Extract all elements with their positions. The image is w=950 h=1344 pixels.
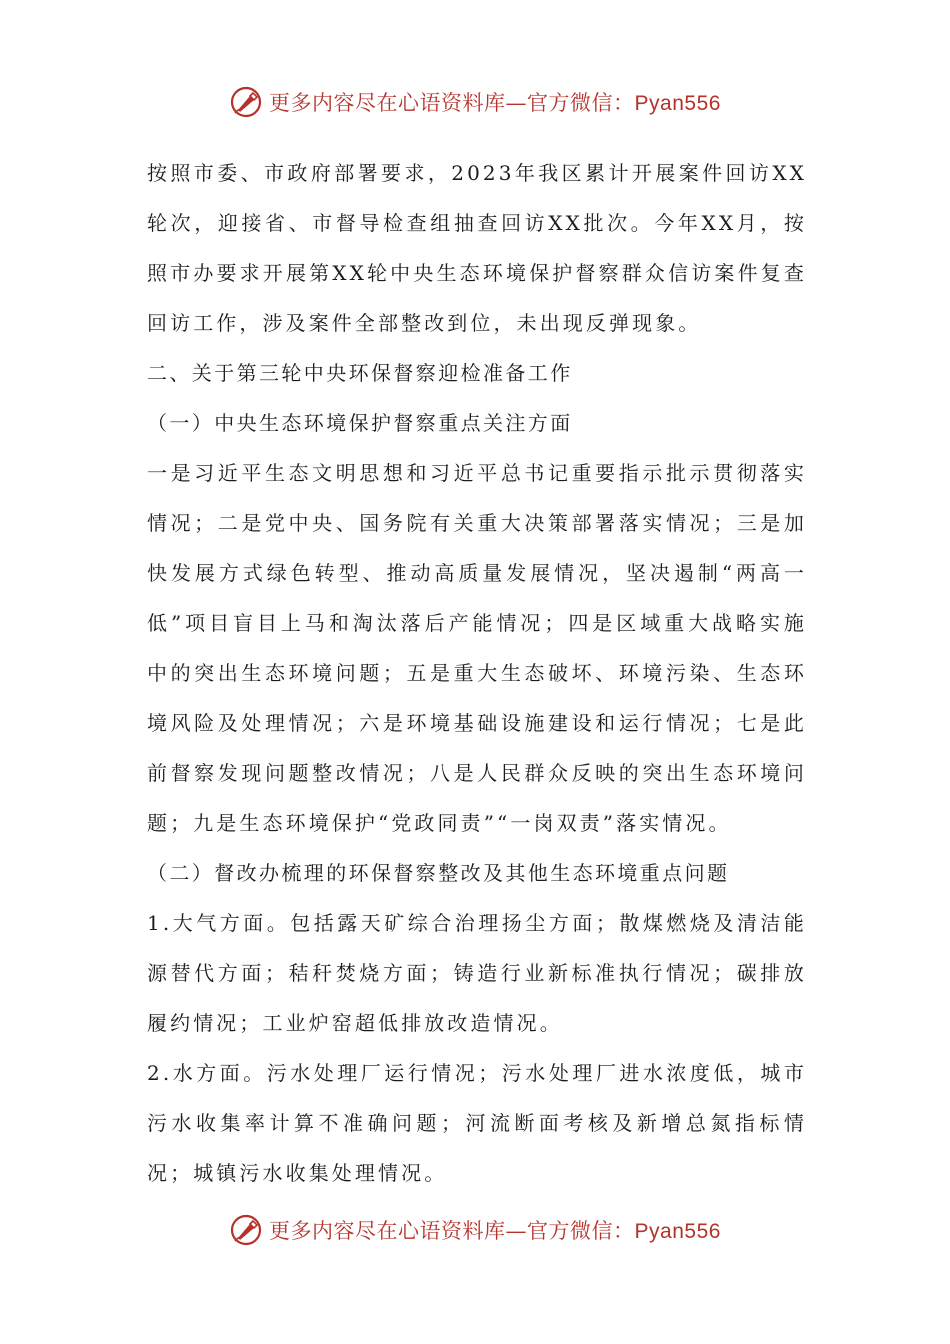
section-heading-inspection-prep: 二、关于第三轮中央环保督察迎检准备工作 xyxy=(147,361,573,385)
paragraph-water-issues: 2.水方面。污水处理厂运行情况；污水处理厂进水浓度低，城市污水收集率计算不准确问题；河流断面考核及新增总氮指标情况；城镇污水收集处理情况。 xyxy=(147,1061,807,1185)
header-watermark-banner xyxy=(0,80,950,124)
banner-main-text: 更多内容尽在心语资料库 xyxy=(269,91,506,115)
footer-banner-text xyxy=(269,1215,721,1245)
banner-wechat-id: Pyan556 xyxy=(634,92,721,115)
header-banner-inner xyxy=(229,85,721,119)
paragraph-air-issues: 1.大气方面。包括露天矿综合治理扬尘方面；散煤燃烧及清洁能源替代方面；秸秆焚烧方面；铸造行业新标准执行情况；碳排放履约情况；工业炉窑超低排放改造情况。 xyxy=(147,911,807,1035)
header-banner-text xyxy=(269,87,721,117)
subsection-heading-key-focus: （一）中央生态环境保护督察重点关注方面 xyxy=(147,411,573,435)
banner-wechat-id: Pyan556 xyxy=(634,1220,721,1243)
paragraph-key-focus-list: 一是习近平生态文明思想和习近平总书记重要指示批示贯彻落实情况；二是党中央、国务院有关重大决策部署落实情况；三是加快发展方式绿色转型、推动高质量发展情况，坚决遏制“两高一低”项目盲目上马和淘汰落后产能情况；四是区域重大战略实施中的突出生态环境问题；五是重大生态破坏、环境污染、生态环境风险及处理情况；六是环境基础设施建设和运行情况；七是此前督察发现问题整改情况；八是人民群众反映的突出生态环境问题；九是生态环境保护“党政同责”“一岗双责”落实情况。 xyxy=(147,461,807,835)
pen-nib-logo-icon xyxy=(229,1213,263,1247)
footer-banner-inner xyxy=(229,1213,721,1247)
banner-separator: — xyxy=(505,91,528,115)
banner-wechat-label: 官方微信： xyxy=(527,91,635,115)
subsection-heading-key-issues: （二）督改办梳理的环保督察整改及其他生态环境重点问题 xyxy=(147,861,730,885)
banner-main-text: 更多内容尽在心语资料库 xyxy=(269,1219,506,1243)
footer-watermark-banner xyxy=(0,1208,950,1252)
banner-wechat-label: 官方微信： xyxy=(527,1219,635,1243)
banner-separator: — xyxy=(505,1219,528,1243)
document-body xyxy=(147,148,807,1198)
paragraph-case-revisit: 按照市委、市政府部署要求，2023年我区累计开展案件回访XX轮次，迎接省、市督导检查组抽查回访XX批次。今年XX月，按照市办要求开展第XX轮中央生态环境保护督察群众信访案件复查回访工作，涉及案件全部整改到位，未出现反弹现象。 xyxy=(147,161,807,335)
pen-nib-logo-icon xyxy=(229,85,263,119)
